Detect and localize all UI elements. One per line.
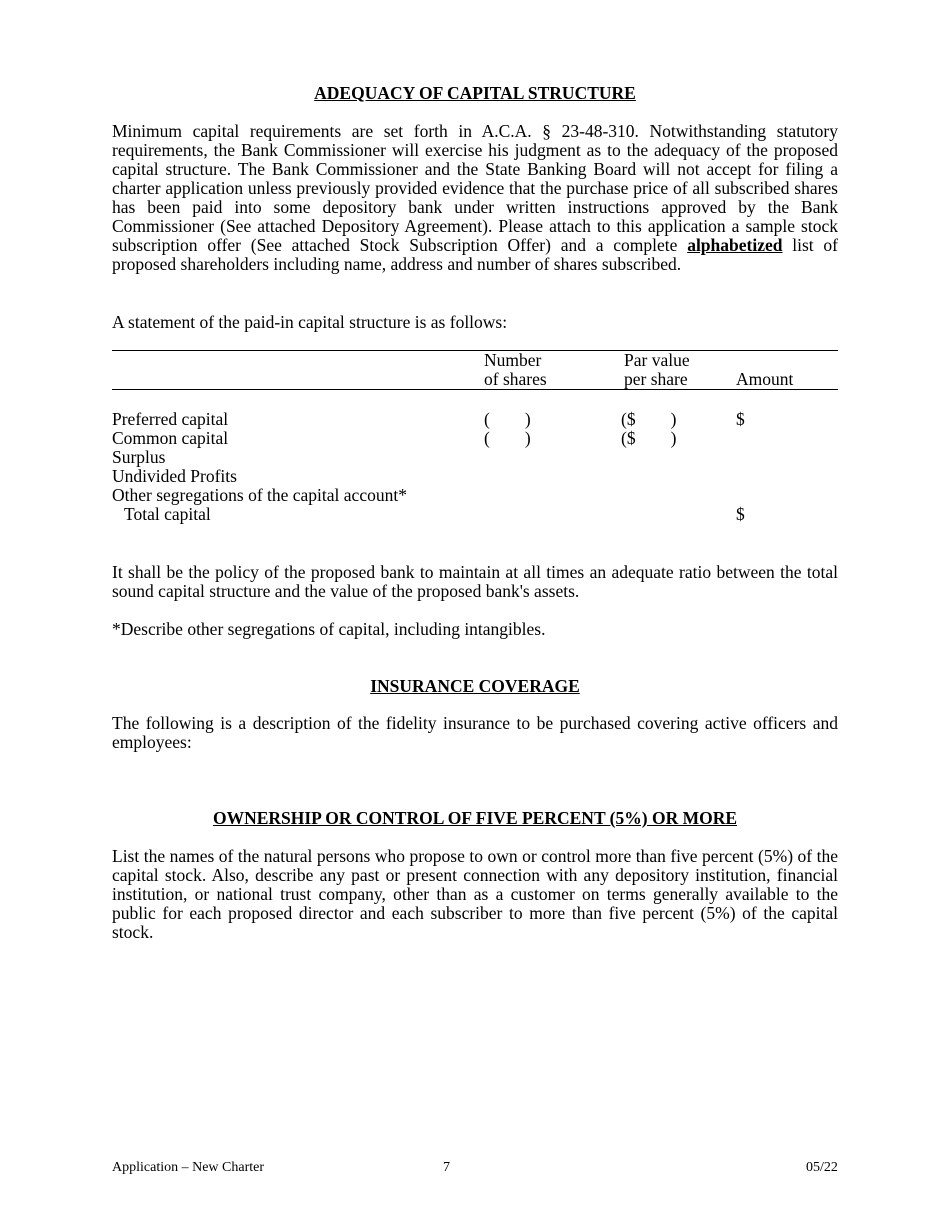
footer-page-number: 7	[443, 1160, 450, 1175]
footer-document-title: Application – New Charter	[112, 1160, 265, 1175]
row-shares-preferred-capital: ( )	[484, 409, 531, 429]
row-amount-preferred-capital: $	[736, 409, 745, 429]
row-label-total-capital: Total capital	[124, 504, 211, 524]
capital-requirements-paragraph	[112, 122, 838, 274]
row-par-preferred-capital: ($ )	[621, 409, 677, 429]
capital-statement-intro: A statement of the paid-in capital structure is as follows:	[112, 312, 508, 332]
row-label-surplus: Surplus	[112, 447, 166, 467]
row-shares-common-capital: ( )	[484, 428, 531, 448]
section-heading-insurance-coverage: INSURANCE COVERAGE	[370, 676, 580, 696]
table-header-rule	[112, 389, 838, 390]
row-label-undivided-profits: Undivided Profits	[112, 466, 237, 486]
insurance-description-paragraph: The following is a description of the fidelity insurance to be purchased covering active officers and employees:	[112, 713, 838, 752]
capital-requirements-text-1: Minimum capital requirements are set forth in A.C.A. § 23-48-310. Notwithstanding statutory requirements, the Bank Commissioner will exercise his judgment as to the adequacy of the proposed capital structure. The Bank Commissioner and the State Banking Board will not accept for filing a charter application unless previously provided evidence that the purchase price of all subscribed shares has been paid into some depository bank under written instructions approved by the Bank Commissioner (See attached Depository Agreement). Please attach to this application a sample stock subscription offer (See attached Stock Subscription Offer) and a complete	[112, 121, 838, 255]
row-label-other-segregations: Other segregations of the capital account*	[112, 485, 407, 505]
header-par-value-line1: Par value	[624, 350, 690, 370]
row-amount-total-capital: $	[736, 504, 745, 524]
section-heading-ownership-control: OWNERSHIP OR CONTROL OF FIVE PERCENT (5%) OR MORE	[212, 808, 738, 828]
capital-policy-paragraph: It shall be the policy of the proposed bank to maintain at all times an adequate ratio between the total sound capital structure and the value of the proposed bank's assets.	[112, 562, 838, 601]
row-label-common-capital: Common capital	[112, 428, 229, 448]
header-par-value-line2: per share	[624, 369, 688, 389]
footer-revision-date: 05/22	[806, 1160, 838, 1175]
alphabetized-emphasis: alphabetized	[687, 235, 783, 255]
header-number-of-shares-line2: of shares	[484, 369, 547, 389]
row-par-common-capital: ($ )	[621, 428, 677, 448]
capital-requirements-text-2: list of proposed shareholders including name, address and number of shares subscribed.	[112, 235, 838, 274]
row-label-preferred-capital: Preferred capital	[112, 409, 229, 429]
section-heading-capital-structure: ADEQUACY OF CAPITAL STRUCTURE	[314, 83, 636, 103]
table-top-rule	[112, 350, 838, 351]
ownership-description-paragraph: List the names of the natural persons who propose to own or control more than five percent (5%) of the capital stock. Also, describe any past or present connection with any depository institution, financial institution, or national trust company, other than as a customer on terms generally available to the public for each proposed director and each subscriber to more than five percent (5%) of the capital stock.	[112, 846, 838, 942]
header-amount: Amount	[736, 369, 794, 389]
header-number-of-shares-line1: Number	[484, 350, 542, 370]
segregations-footnote: *Describe other segregations of capital, including intangibles.	[112, 619, 546, 639]
